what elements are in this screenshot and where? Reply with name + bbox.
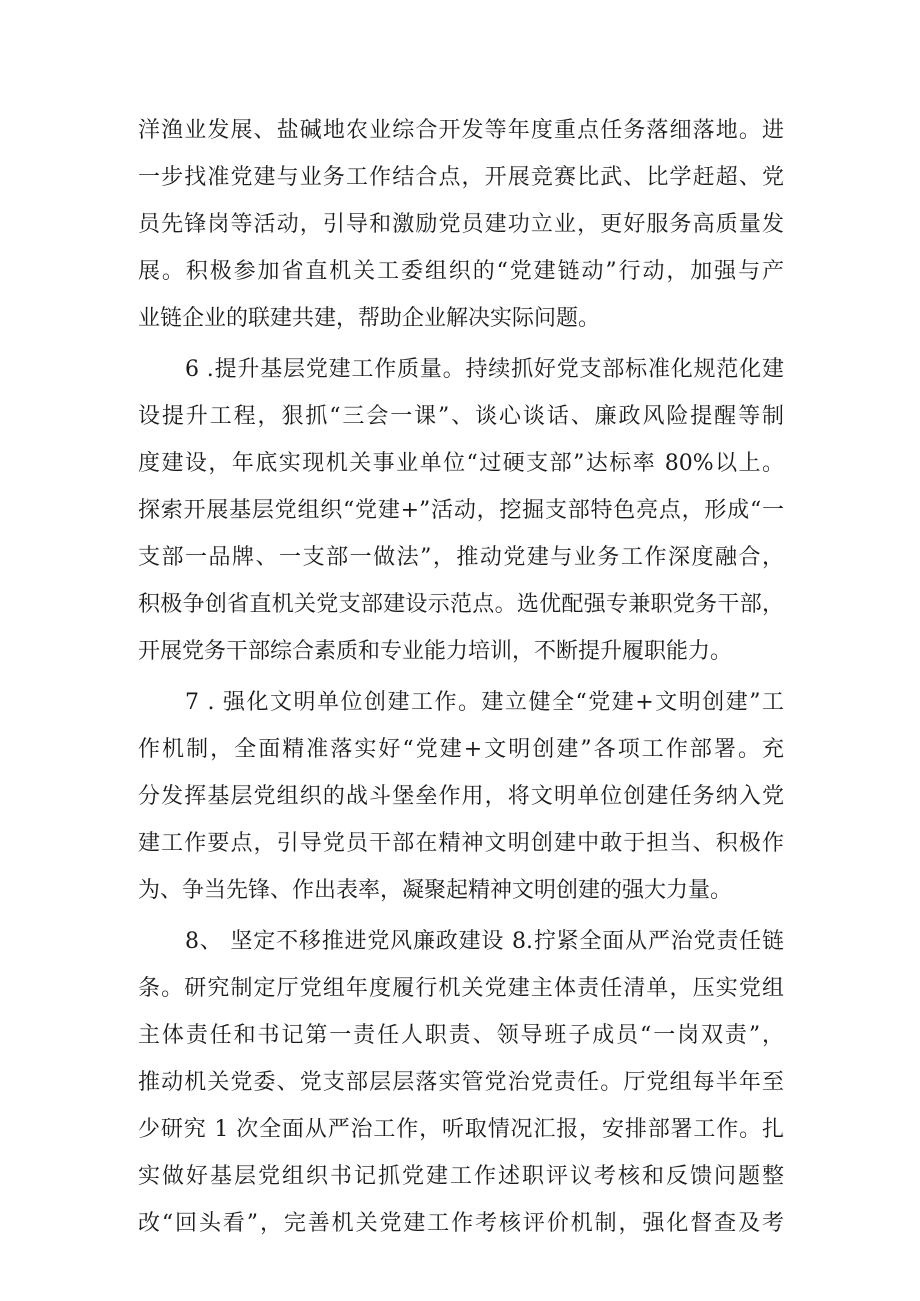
text-line [0,155,920,201]
text-line [0,582,920,628]
text-line-content: 支部一品牌、一支部一做法”，推动党建与业务工作深度融合， [138,545,784,570]
text-line-content: 6 .提升基层党建工作质量。持续抓好党支部标准化规范化建 [185,357,784,382]
text-line [0,202,920,248]
text-line-content: 8、 坚定不移推进党风廉政建设 8.拧紧全面从严治党责任链 [185,929,784,954]
text-line-content: 实做好基层党组织书记抓党建工作述职评议考核和反馈问题整 [138,1164,784,1189]
text-line-content: 设提升工程，狠抓“三会一课”、谈心谈话、廉政风险提醒等制 [138,404,784,429]
text-line [0,488,920,534]
text-line [0,347,920,393]
text-line-content: 主体责任和书记第一责任人职责、领导班子成员“一岗双责”， [138,1023,784,1048]
text-line [0,1154,920,1200]
text-line [0,441,920,487]
text-line [0,108,920,154]
text-line [0,1201,920,1247]
text-line [0,1060,920,1106]
text-line [0,296,920,342]
text-line [0,821,920,867]
text-line-content: 推动机关党委、党支部层层落实管党治党责任。厅党组每半年至 [138,1070,784,1095]
text-line-content: 员先锋岗等活动，引导和激励党员建功立业，更好服务高质量发 [138,212,784,237]
text-line [0,394,920,440]
text-line-content: 开展党务干部综合素质和专业能力培训，不断提升履职能力。 [138,639,733,664]
text-line [0,868,920,914]
text-line [0,1013,920,1059]
text-line [0,680,920,726]
text-line-content: 条。研究制定厅党组年度履行机关党建主体责任清单，压实党组 [138,976,784,1001]
text-line-content: 展。积极参加省直机关工委组织的“党建链动”行动，加强与产 [138,259,784,284]
text-line-content: 建工作要点，引导党员干部在精神文明创建中敢于担当、积极作 [138,831,784,856]
text-line-content: 少研究 1 次全面从严治工作，听取情况汇报，安排部署工作。扎 [138,1117,784,1142]
text-line [0,727,920,773]
text-line-content: 改“回头看”，完善机关党建工作考核评价机制，强化督查及考 [138,1211,784,1236]
text-line [0,629,920,675]
text-line [0,774,920,820]
text-line-content: 业链企业的联建共建，帮助企业解决实际问题。 [138,306,601,331]
text-line [0,249,920,295]
text-line-content: 7 . 强化文明单位创建工作。建立健全“党建+文明创建”工 [185,690,784,715]
text-line-content: 探索开展基层党组织“党建+”活动，挖掘支部特色亮点，形成“一 [138,498,784,523]
text-line-content: 洋渔业发展、盐碱地农业综合开发等年度重点任务落细落地。进 [138,118,784,143]
text-line-content: 作机制，全面精准落实好“党建+文明创建”各项工作部署。充 [138,737,784,762]
text-line [0,919,920,965]
text-line-content: 分发挥基层党组织的战斗堡垒作用，将文明单位创建任务纳入党 [138,784,784,809]
text-line-content: 积极争创省直机关党支部建设示范点。选优配强专兼职党务干部， [138,592,784,617]
text-line [0,535,920,581]
text-line [0,966,920,1012]
text-line-content: 度建设，年底实现机关事业单位“过硬支部”达标率 80%以上。 [138,451,784,476]
text-line-content: 一步找准党建与业务工作结合点，开展竞赛比武、比学赶超、党 [138,165,784,190]
text-line-content: 为、争当先锋、作出表率，凝聚起精神文明创建的强大力量。 [138,878,733,903]
text-line [0,1107,920,1153]
